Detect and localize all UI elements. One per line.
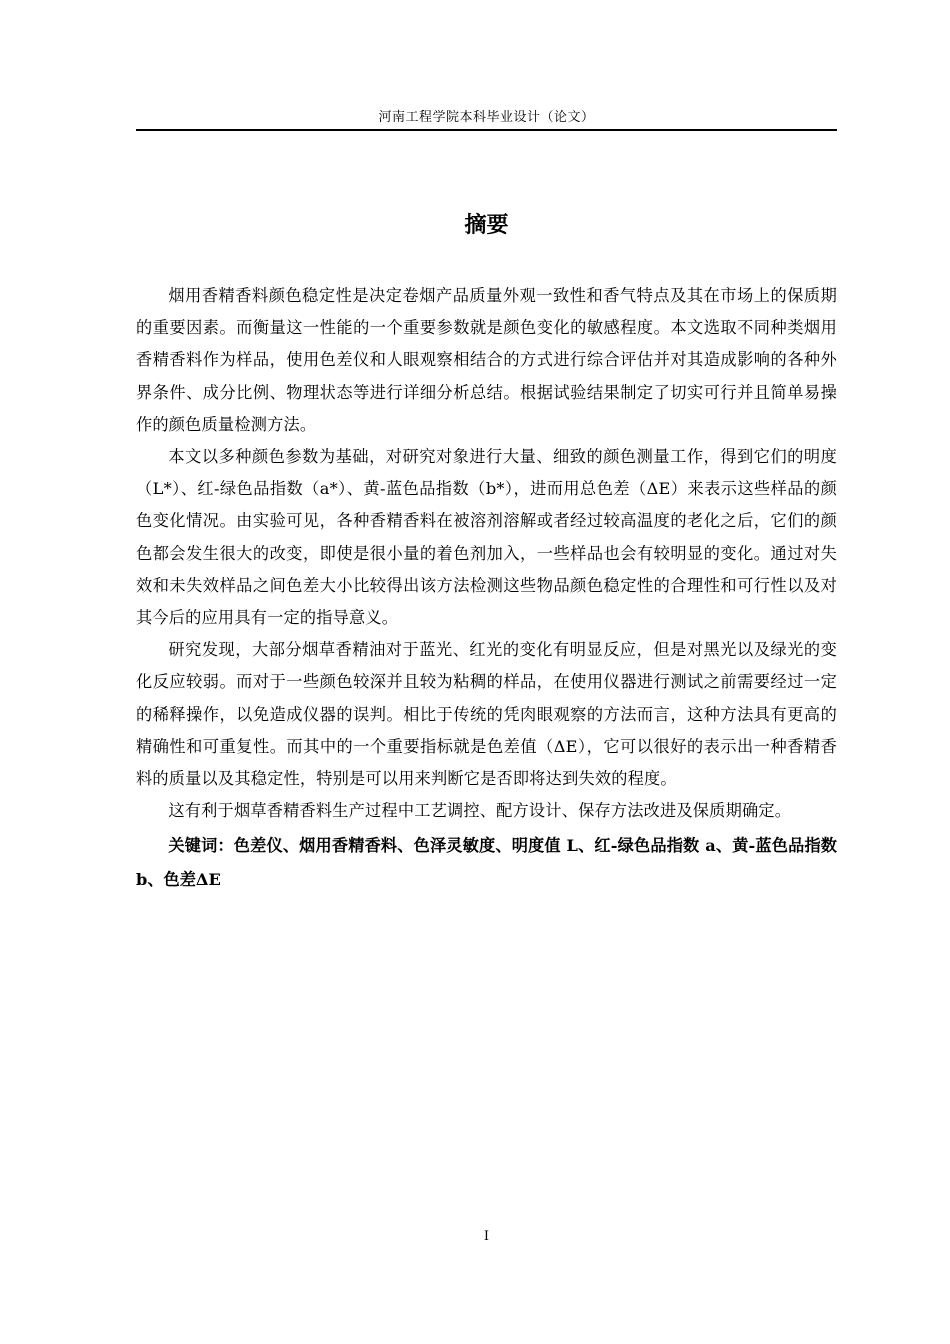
abstract-body (136, 280, 837, 897)
page-header: 河南工程学院本科毕业设计（论文） (378, 110, 595, 125)
abstract-paragraph-3: 研究发现，大部分烟草香精油对于蓝光、红光的变化有明显反应，但是对黑光以及绿光的变化反应较弱。而对于一些颜色较深并且较为粘稠的样品，在使用仪器进行测试之前需要经过一定的稀释操作，以免造成仪器的误判。相比于传统的凭肉眼观察的方法而言，这种方法具有更高的精确性和可重复性。而其中的一个重要指标就是色差值（ΔE），它可以很好的表示出一种香精香料的质量以及其稳定性，特别是可以用来判断它是否即将达到失效的程度。 (136, 640, 837, 789)
keywords: 关键词：色差仪、烟用香精香料、色泽灵敏度、明度值 L、红-绿色品指数 a、黄-蓝色品指数 b、色差ΔE (136, 836, 837, 890)
page-title: 摘要 (464, 213, 509, 238)
page-number: I (483, 1229, 490, 1244)
abstract-paragraph-4: 这有利于烟草香精香料生产过程中工艺调控、配方设计、保存方法改进及保质期确定。 (168, 801, 792, 821)
abstract-paragraph-2: 本文以多种颜色参数为基础，对研究对象进行大量、细致的颜色测量工作，得到它们的明度（L*）、红-绿色品指数（a*）、黄-蓝色品指数（b*），进而用总色差（ΔE）来表示这些样品的颜色变化情况。由实验可见，各种香精香料在被溶剂溶解或者经过较高温度的老化之后，它们的颜色都会发生很大的改变，即使是很小量的着色剂加入，一些样品也会有较明显的变化。通过对失效和未失效样品之间色差大小比较得出该方法检测这些物品颜色稳定性的合理性和可行性以及对其今后的应用具有一定的指导意义。 (136, 447, 837, 628)
abstract-paragraph-1: 烟用香精香料颜色稳定性是决定卷烟产品质量外观一致性和香气特点及其在市场上的保质期的重要因素。而衡量这一性能的一个重要参数就是颜色变化的敏感程度。本文选取不同种类烟用香精香料作为样品，使用色差仪和人眼观察相结合的方式进行综合评估并对其造成影响的各种外界条件、成分比例、物理状态等进行详细分析总结。根据试验结果制定了切实可行并且简单易操作的颜色质量检测方法。 (136, 286, 837, 434)
header-rule (136, 129, 837, 131)
